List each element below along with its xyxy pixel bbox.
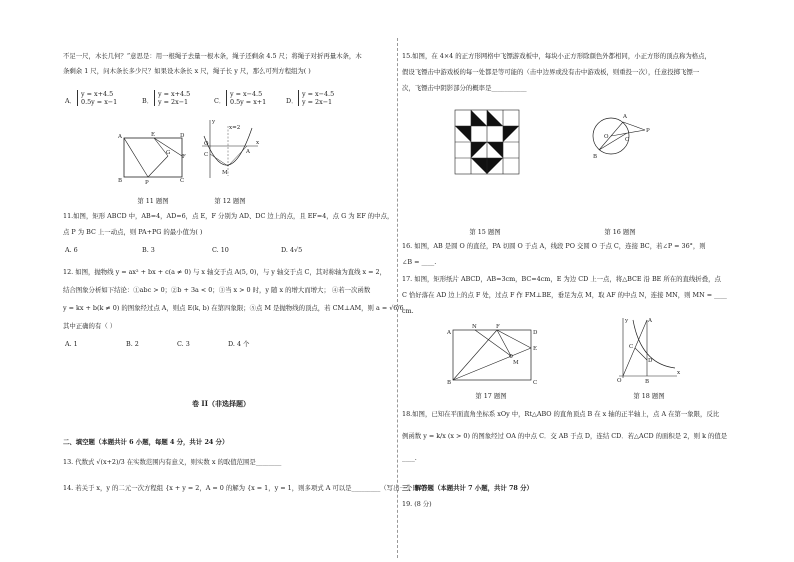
svg-text:B: B (593, 154, 598, 160)
svg-text:E: E (533, 346, 538, 352)
q11-option-c: C. 10 (212, 246, 229, 254)
svg-text:A: A (623, 114, 627, 120)
q16-line-2: ∠B = ____. (402, 258, 437, 266)
q12-option-b: B. 2 (126, 340, 139, 348)
figure-16-circle (587, 108, 657, 168)
svg-text:B: B (447, 380, 452, 386)
figure-18-caption: 第 18 题图 (633, 392, 665, 400)
q18-line-2: 例函数 y = k/x (x > 0) 的图象经过 OA 的中点 C．交 AB 于点 D，连结 CD．若△ACD 的面积是 2，则 k 的值是 (402, 432, 728, 440)
svg-text:B: B (118, 178, 123, 184)
option-b-eq2: y = 2x−1 (158, 98, 189, 106)
q12-option-a: A. 1 (65, 340, 78, 348)
option-d-label: D． (286, 97, 298, 105)
option-b-label: B． (142, 97, 154, 105)
svg-text:N: N (472, 324, 477, 330)
figure-17-folded-rectangle (447, 326, 537, 384)
figure-12-parabola (200, 118, 262, 188)
svg-text:x=2: x=2 (229, 125, 241, 131)
svg-text:O: O (617, 378, 622, 384)
q12-line-1: 12. 如图，抛物线 y = ax² + bx + c(a ≠ 0) 与 x 轴交于点 A(5, 0)，与 y 轴交于点 C，其对称轴为直线 x = 2， (63, 268, 387, 276)
option-b-system (154, 90, 190, 106)
option-a-eq1: y = x+4.5 (81, 90, 114, 98)
q12-option-d: D. 4 个 (228, 340, 250, 348)
q18-line-1: 18.如图，已知在平面直角坐标系 xOy 中，Rt△ABO 的直角顶点 B 在 x 轴的正半轴上，点 A 在第一象限，反比 (402, 410, 720, 418)
figure-15-grid (455, 110, 519, 174)
option-a-system (77, 90, 117, 106)
svg-text:M: M (222, 170, 228, 176)
figure-18-hyperbola (617, 316, 681, 384)
part-3-title: 三、解答题（本题共计 7 小题，共计 78 分） (402, 484, 533, 492)
svg-text:P: P (145, 180, 149, 186)
option-b-eq1: y = x+4.5 (158, 90, 191, 98)
svg-text:C: C (625, 137, 630, 143)
svg-text:O: O (604, 134, 609, 140)
q15-line-2: 假设飞镖击中游戏板的每一处都是等可能的（击中边界或没有击中游戏板，则重投一次），任意投掷飞镖一 (402, 68, 700, 76)
q14: 14. 若关于 x，y 的二元一次方程组 {x + y = 2，A = 0 的解为 {x = 1，y = 1，则多项式 A 可以是_________（写出一个即可）. (63, 484, 434, 492)
svg-text:y: y (625, 318, 629, 324)
svg-text:P: P (646, 128, 650, 134)
svg-text:C: C (180, 178, 185, 184)
q11-line-2: 点 P 为 BC 上一动点，则 PA+PG 的最小值为( ) (63, 228, 203, 236)
svg-text:F: F (182, 154, 186, 160)
q19: 19. (8 分) (402, 500, 432, 508)
svg-text:A: A (648, 318, 652, 324)
q11-option-a: A. 6 (65, 246, 78, 254)
figure-16-caption: 第 16 题图 (604, 228, 636, 236)
q17-line-2: C 恰好落在 AD 边上的点 F 处，过点 F 作 FM⊥BE，垂足为点 M，取 AF 的中点 N，连接 MN，则 MN = ____ (402, 291, 727, 299)
figure-17-caption: 第 17 题图 (475, 392, 507, 400)
q12-option-c: C. 3 (177, 340, 190, 348)
svg-text:D: D (648, 358, 653, 364)
svg-text:M: M (513, 360, 519, 366)
q15-line-1: 15.如图，在 4×4 的正方形网格中飞镖游戏板中，每块小正方形除颜色外都相同，小正方形的顶点称为格点， (402, 52, 711, 60)
svg-text:D: D (533, 330, 538, 336)
svg-text:A: A (447, 330, 451, 336)
figure-11-rectangle (118, 130, 188, 185)
option-c-eq2: 0.5y = x+1 (230, 98, 267, 106)
part-2-title: 二、填空题（本题共计 6 小题，每题 4 分，共计 24 分） (63, 438, 229, 446)
q12-line-2: 结合图象分析如下结论：①abc > 0；②b + 3a < 0；③当 x > 0 时，y 随 x 的增大而增大； ④若一次函数 (63, 286, 371, 294)
option-c-system (226, 90, 266, 106)
svg-text:E: E (151, 132, 156, 138)
svg-text:F: F (496, 324, 500, 330)
q12-line-4: 其中正确的有（ ） (63, 322, 117, 330)
q11-line-1: 11.如图，矩形 ABCD 中，AB=4，AD=6，点 E，F 分别为 AD、DC 边上的点，且 EF=4，点 G 为 EF 的中点， (63, 212, 394, 220)
figure-15-caption: 第 15 题图 (469, 228, 501, 236)
svg-text:A: A (246, 149, 250, 155)
svg-text:C: C (204, 152, 209, 158)
q13: 13. 代数式 √(x+2)/3 在实数范围内有意义，则实数 x 的取值范围是________ (63, 458, 282, 466)
svg-text:D: D (180, 133, 185, 139)
option-d-system (298, 90, 334, 106)
q11-option-d: D. 4√5 (281, 246, 303, 254)
svg-text:y: y (212, 119, 216, 125)
right-column (397, 0, 794, 562)
q15-line-3: 次，飞镖击中阴影部分的概率是___________ (402, 84, 527, 92)
svg-text:x: x (677, 370, 681, 376)
svg-text:C: C (533, 380, 538, 386)
option-d-eq1: y = x−4.5 (302, 90, 335, 98)
figure-11-caption: 第 11 题图 (137, 197, 169, 205)
q12-line-3: y = kx + b(k ≠ 0) 的图象经过点 A，则点 E(k, b) 在第四象限；⑤点 M 是抛物线的顶点，若 CM⊥AM，则 a = √6/6 (63, 304, 404, 312)
svg-text:C: C (629, 344, 634, 350)
option-c-label: C． (214, 97, 226, 105)
svg-text:x: x (256, 140, 260, 146)
q18-line-3: ____. (402, 454, 417, 462)
q17-line-3: cm. (402, 307, 414, 315)
q16-line-1: 16. 如图，AB 是圆 O 的直径，PA 切圆 O 于点 A，线段 PO 交圆 O 于点 C，连接 BC，若∠P = 36°，则 (402, 242, 706, 250)
q17-line-1: 17. 如图，矩形纸片 ABCD，AB=3cm，BC=4cm，E 为边 CD 上一点，将△BCE 沿 BE 所在的直线折叠，点 (402, 275, 721, 283)
intro-line-2: 条剩余 1 尺，问木条长多少尺？如果设木条长 x 尺，绳子长 y 尺，那么可列方程组为( ) (63, 67, 311, 75)
figure-12-caption: 第 12 题图 (214, 197, 246, 205)
svg-text:A: A (118, 134, 122, 140)
q11-option-b: B. 3 (142, 246, 155, 254)
intro-line-1: 不足一尺，木长几何？”意思是：用一根绳子去量一根木条，绳子还剩余 4.5 尺；将绳子对折再量木条，木 (63, 52, 362, 60)
svg-text:O: O (204, 141, 209, 147)
option-c-eq1: y = x−4.5 (230, 90, 263, 98)
svg-text:B: B (645, 379, 650, 385)
option-d-eq2: y = 2x−1 (302, 98, 333, 106)
option-a-label: A． (65, 97, 77, 105)
section-title: 卷 II（非选择题） (192, 399, 250, 408)
option-a-eq2: 0.5y = x−1 (81, 98, 118, 106)
svg-text:G: G (166, 150, 171, 156)
